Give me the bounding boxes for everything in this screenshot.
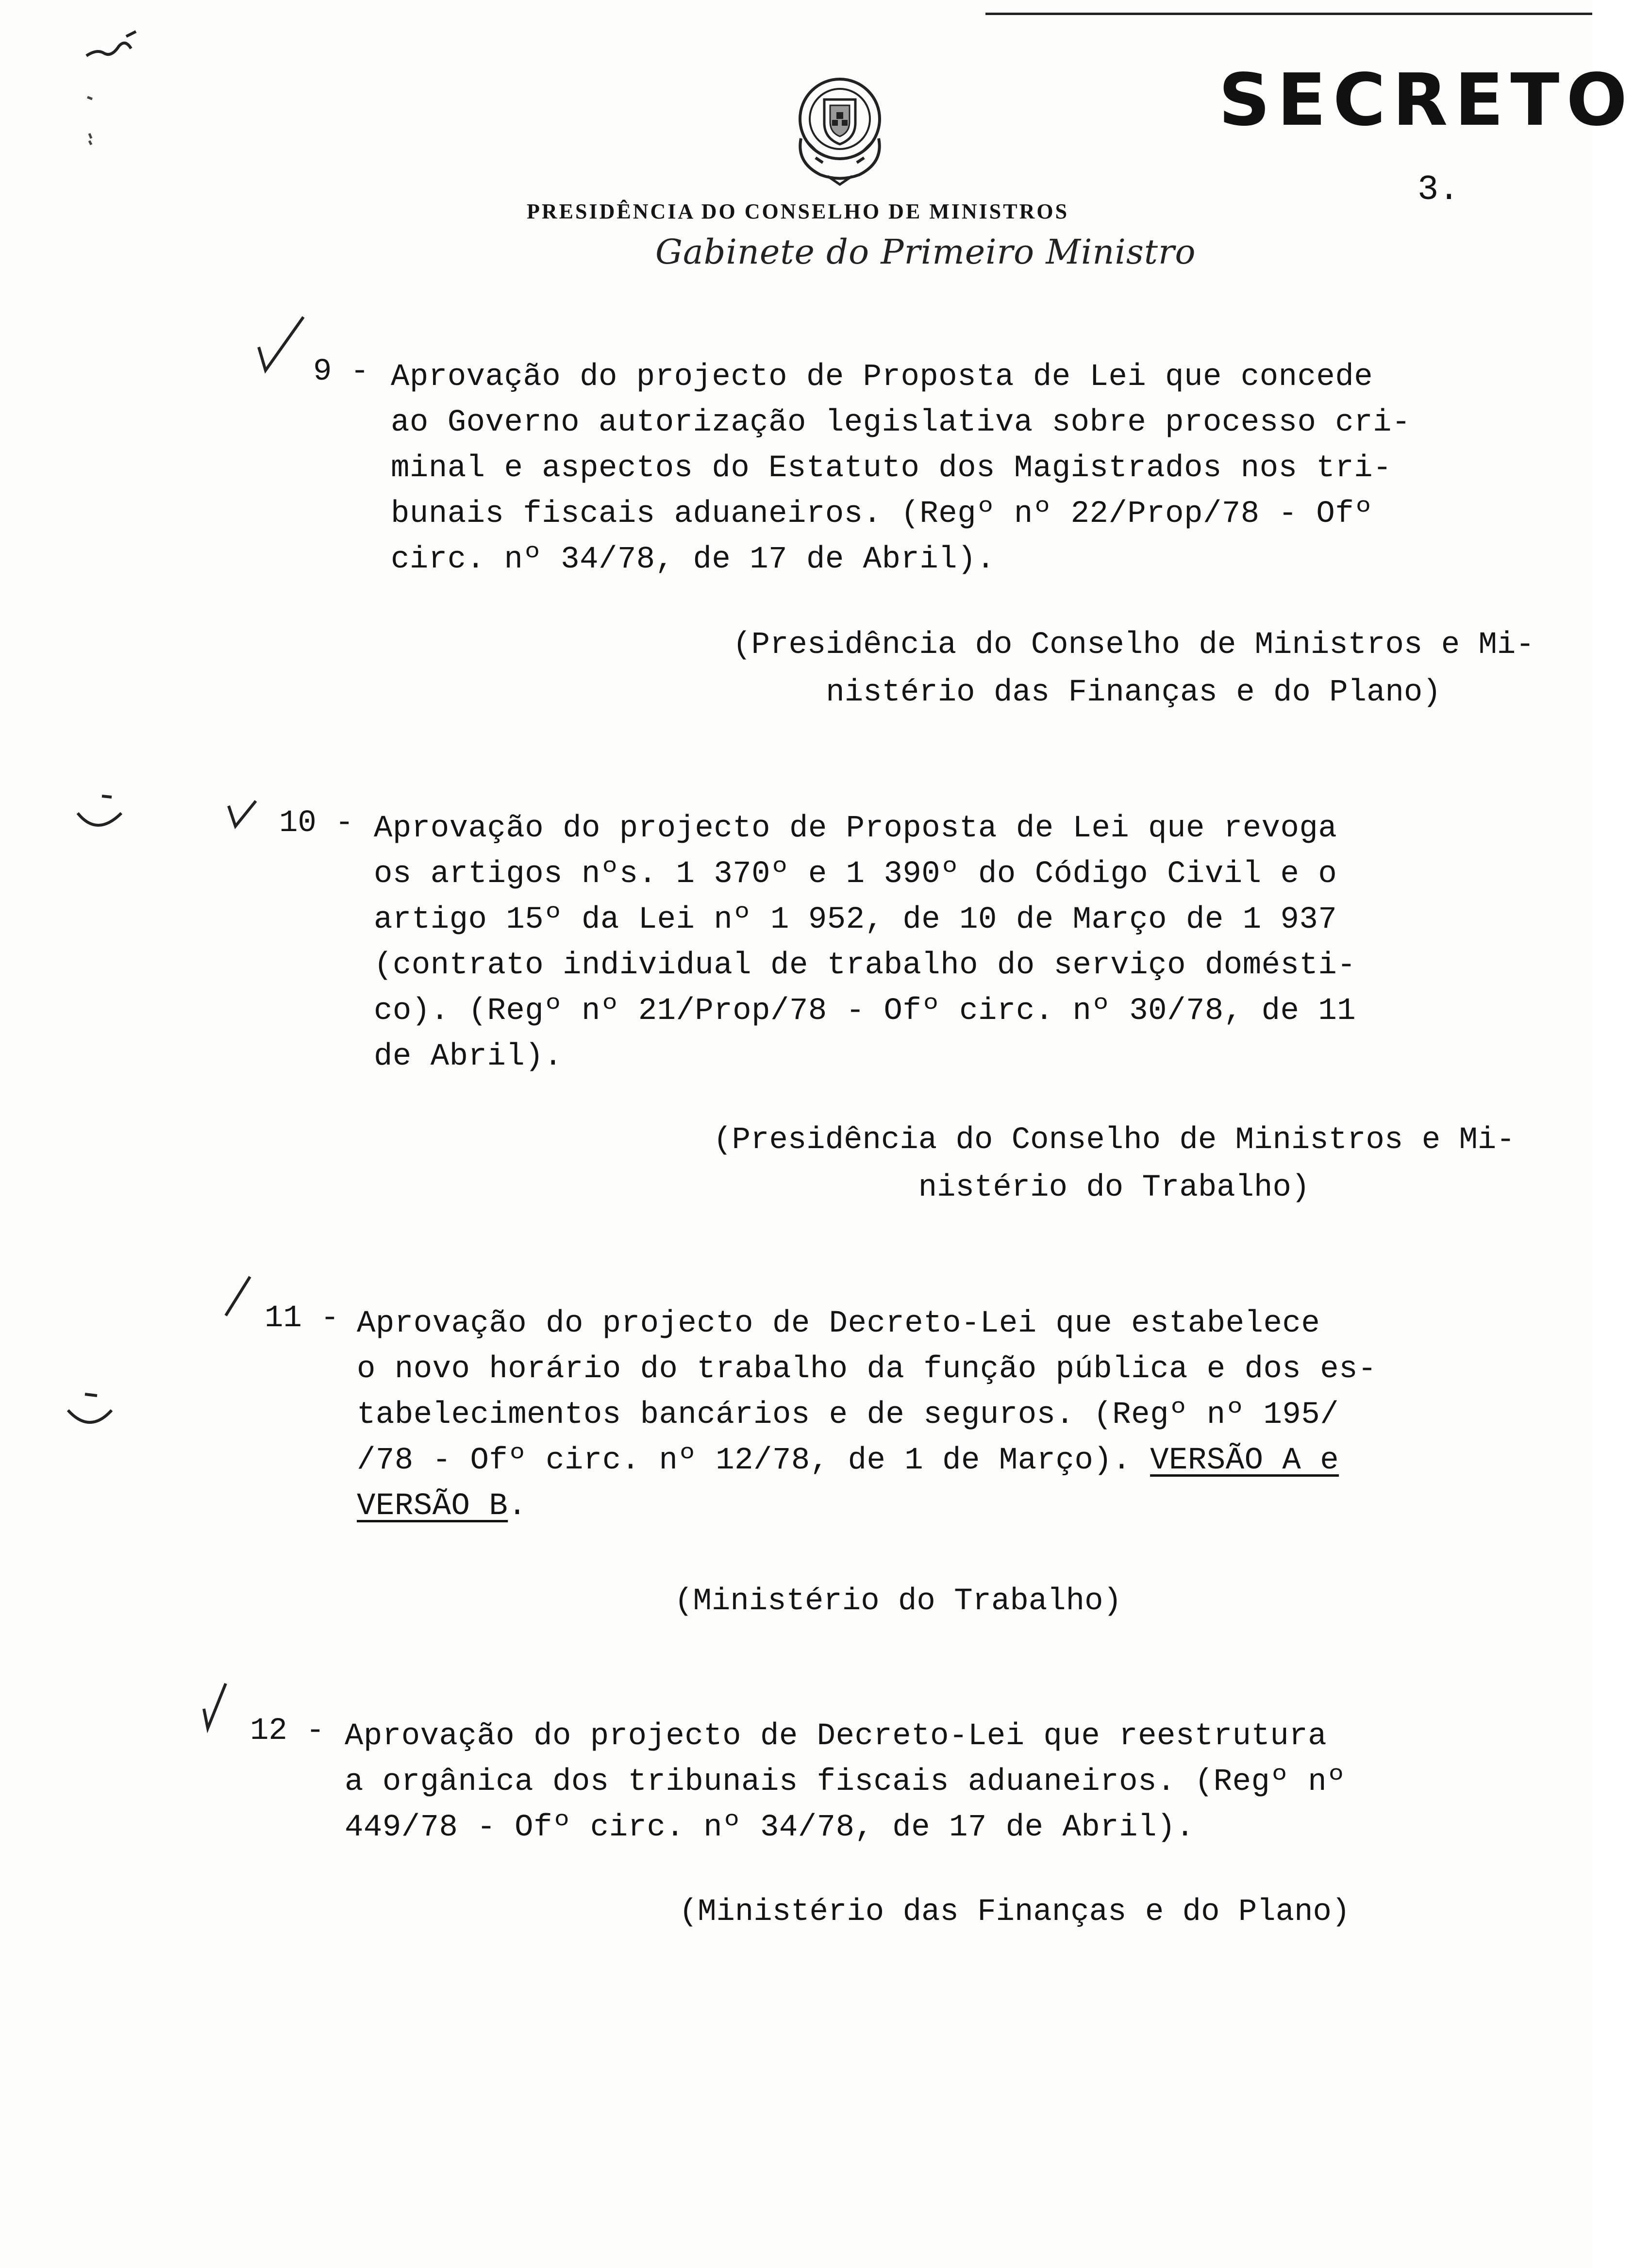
item-text-tail: . — [508, 1489, 527, 1524]
item-text-lead: Aprovação do projecto de Decreto-Lei que estabelece o novo horário do trabalho da função pública e dos es- tabelecimentos bancários e de seguros. (Regº nº 195/ /78 - Ofº circ. nº 12/78, de 1 de Março). — [357, 1306, 1377, 1478]
item-number: 11 - — [265, 1301, 339, 1336]
item-text — [357, 1301, 1449, 1529]
check-mark-icon — [226, 796, 260, 835]
item-ministry: (Presidência do Conselho de Ministros e Mi- nistério das Finanças e do Plano) — [733, 628, 1534, 710]
margin-hole-mark — [63, 1388, 117, 1437]
check-mark-icon — [221, 1272, 255, 1320]
item-ministry: (Ministério do Trabalho) — [674, 1584, 1122, 1619]
margin-hole-mark — [73, 791, 126, 840]
item-text: Aprovação do projecto de Proposta de Lei que revoga os artigos nºs. 1 370º e 1 390º do Código Civil e o artigo 15º da Lei nº 1 952, de 10 de Março de 1 937 (contrato individual de trabalho do serviço domésti- co). (Regº nº 21/Prop/78 - Ofº circ. nº 30/78, de 11 de Abril). — [374, 811, 1356, 1074]
item-ministry: (Ministério das Finanças e do Plano) — [679, 1895, 1351, 1930]
item-ministry: (Presidência do Conselho de Ministros e Mi- nistério do Trabalho) — [713, 1123, 1515, 1205]
version-b-label: VERSÃO B — [357, 1489, 508, 1524]
item-number: 9 - — [313, 354, 369, 389]
item-text: Aprovação do projecto de Decreto-Lei que reestrutura a orgânica dos tribunais fiscais aduaneiros. (Regº nº 449/78 - Ofº circ. nº 34/78, de 17 de Abril). — [345, 1719, 1346, 1845]
check-mark-icon — [255, 313, 308, 376]
coat-of-arms-emblem — [782, 66, 898, 187]
margin-dot-mark — [83, 92, 102, 150]
corner-scribble — [83, 29, 141, 63]
check-mark-icon — [199, 1680, 233, 1733]
top-rule — [985, 13, 1592, 15]
page-number: 3. — [1417, 170, 1460, 210]
classification-stamp: SECRETO — [1218, 58, 1634, 142]
version-a-label: VERSÃO A e — [1150, 1443, 1339, 1478]
item-text: Aprovação do projecto de Proposta de Lei que concede ao Governo autorização legislativa sobre processo cri- minal e aspectos do Estatuto dos Magistrados nos tri- bunais fiscais aduaneiros. (Regº nº 22/Prop/78 - Ofº circ. nº 34/78, de 17 de Abril). — [391, 360, 1411, 577]
institution-heading: PRESIDÊNCIA DO CONSELHO DE MINISTROS — [527, 200, 1069, 223]
item-number: 12 - — [250, 1714, 325, 1749]
item-number: 10 - — [279, 806, 354, 841]
cabinet-subheading: Gabinete do Primeiro Ministro — [655, 232, 1196, 272]
